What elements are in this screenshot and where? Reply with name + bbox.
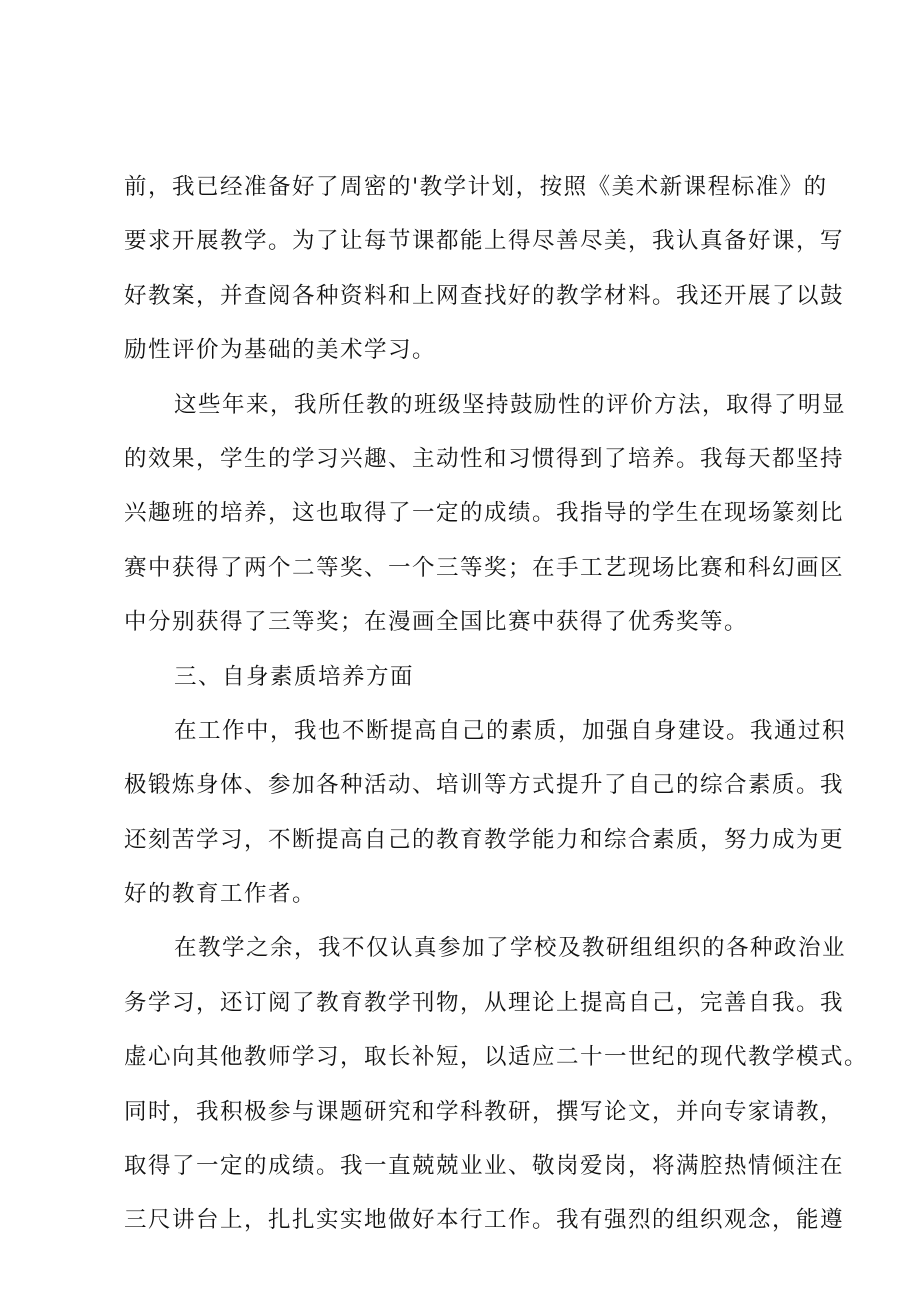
text-line: 虚心向其他教师学习，取长补短，以适应二十一世纪的现代教学模式。	[124, 1044, 869, 1071]
text-line: 好的教育工作者。	[124, 881, 317, 908]
paragraph-teaching-plan	[124, 160, 845, 378]
text-line: 赛中获得了两个二等奖、一个三等奖；在手工艺现场比赛和科幻画区	[124, 554, 845, 581]
text-line: 这些年来，我所任教的班级坚持鼓励性的评价方法，取得了明显	[174, 391, 847, 418]
text-line: 还刻苦学习，不断提高自己的教育教学能力和综合素质，努力成为更	[124, 826, 845, 853]
document-body	[124, 160, 869, 1248]
paragraph-study-and-research	[124, 921, 869, 1247]
text-line: 三尺讲台上，扎扎实实地做好本行工作。我有强烈的组织观念，能遵	[124, 1207, 845, 1234]
text-line: 极锻炼身体、参加各种活动、培训等方式提升了自己的综合素质。我	[124, 772, 845, 799]
text-line: 在教学之余，我不仅认真参加了学校及教研组组织的各种政治业	[174, 935, 847, 962]
text-line: 兴趣班的培养，这也取得了一定的成绩。我指导的学生在现场篆刻比	[124, 500, 845, 527]
heading-text: 三、自身素质培养方面	[174, 663, 415, 690]
text-line: 好教案，并查阅各种资料和上网查找好的教学材料。我还开展了以鼓	[124, 282, 845, 309]
text-line: 务学习，还订阅了教育教学刊物，从理论上提高自己，完善自我。我	[124, 989, 845, 1016]
paragraph-evaluation-results	[124, 378, 847, 650]
text-line: 励性评价为基础的美术学习。	[124, 337, 437, 364]
section-heading	[124, 650, 824, 704]
paragraph-self-improvement	[124, 704, 847, 922]
text-line: 取得了一定的成绩。我一直兢兢业业、敬岗爱岗，将满腔热情倾注在	[124, 1153, 845, 1180]
text-line: 的效果，学生的学习兴趣、主动性和习惯得到了培养。我每天都坚持	[124, 445, 845, 472]
text-line: 要求开展教学。为了让每节课都能上得尽善尽美，我认真备好课，写	[124, 228, 845, 255]
text-line: 同时，我积极参与课题研究和学科教研，撰写论文，并向专家请教，	[124, 1098, 845, 1125]
text-line: 前，我已经准备好了周密的'教学计划，按照《美术新课程标准》的	[124, 174, 828, 200]
text-line: 在工作中，我也不断提高自己的素质，加强自身建设。我通过积	[174, 717, 847, 744]
text-line: 中分别获得了三等奖；在漫画全国比赛中获得了优秀奖等。	[124, 609, 749, 636]
